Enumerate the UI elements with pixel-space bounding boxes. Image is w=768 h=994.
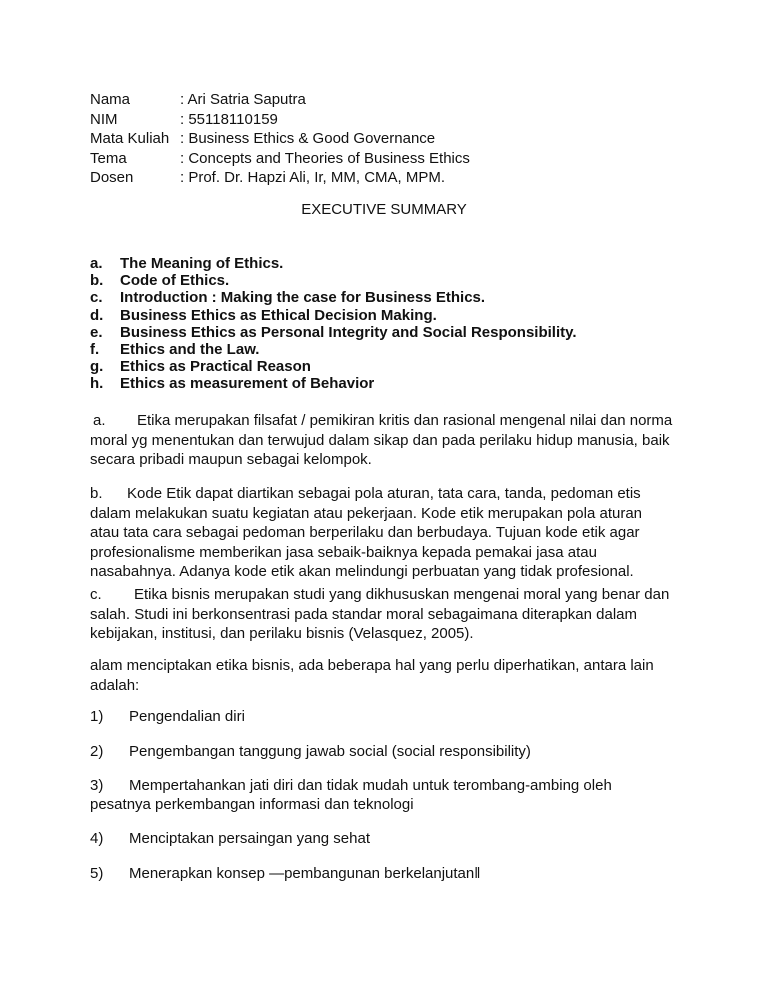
header-key: Nama (90, 91, 131, 108)
list-item-continuation (90, 795, 690, 815)
paragraph-line (90, 484, 680, 504)
paragraph-line (90, 585, 680, 605)
paragraph-line: salah. Studi ini berkonsentrasi pada standar moral sebagaimana diterapkan dalam (90, 605, 637, 623)
paragraph-line (90, 411, 680, 431)
outline-text: The Meaning of Ethics. (120, 255, 284, 272)
header-key: NIM (90, 110, 118, 128)
paragraph-text: Etika merupakan filsafat / pemikiran kritis dan rasional mengenal nilai dan norma (137, 412, 673, 429)
outline-letter: e. (90, 323, 103, 341)
list-item (90, 829, 690, 849)
list-number: 3) (90, 777, 104, 794)
paragraph-line: profesionalisme memberikan jasa sebaik-baiknya kepada pemakai jasa atau (90, 543, 597, 561)
paragraph-marker: c. (90, 586, 102, 603)
paragraph-line: atau tata cara sebagai pedoman berperilaku dan berbudaya. Tujuan kode etik agar (90, 524, 640, 541)
outline-text: Ethics and the Law. (120, 340, 260, 358)
outline-item (90, 272, 690, 289)
paragraph-line: dalam melakukan suatu kegiatan atau pekerjaan. Kode etik merupakan pola aturan (90, 504, 643, 522)
paragraph-line: alam menciptakan etika bisnis, ada beberapa hal yang perlu diperhatikan, antara lain (90, 657, 654, 674)
list-item (90, 742, 690, 762)
outline-text: Ethics as Practical Reason (120, 358, 311, 376)
header-info (90, 90, 690, 188)
outline-text: Code of Ethics. (120, 272, 230, 290)
outline-item (90, 307, 690, 324)
paragraph-c (90, 585, 680, 644)
list-text: Menerapkan konsep —pembangunan berkelanjutan‖ (129, 865, 481, 882)
header-key: Mata Kuliah (90, 130, 170, 147)
header-key: Dosen (90, 169, 134, 186)
outline-letter: f. (90, 340, 100, 358)
list-text: Menciptakan persaingan yang sehat (129, 830, 370, 847)
paragraph-line: nasabahnya. Adanya kode etik akan melindungi perbuatan yang tidak profesional. (90, 563, 634, 580)
outline-letter: d. (90, 306, 104, 324)
list-text: Pengembangan tanggung jawab social (social responsibility) (129, 743, 531, 760)
outline-text: Business Ethics as Ethical Decision Making. (120, 306, 437, 324)
list-item (90, 776, 690, 796)
list-text: Pengendalian diri (129, 708, 245, 725)
outline-item (90, 375, 690, 392)
outline-list (90, 255, 690, 393)
paragraph-marker: a. (93, 412, 106, 429)
paragraph-line: kebijakan, institusi, dan perilaku bisnis (Velasquez, 2005). (90, 625, 474, 642)
outline-letter: b. (90, 272, 104, 290)
outline-letter: a. (90, 255, 103, 272)
outline-item (90, 341, 690, 358)
paragraph-a (90, 411, 680, 470)
list-number: 5) (90, 865, 104, 882)
header-value: : Prof. Dr. Hapzi Ali, Ir, MM, CMA, MPM. (180, 169, 446, 186)
header-row-nama (90, 90, 690, 110)
paragraph-text: Kode Etik dapat diartikan sebagai pola aturan, tata cara, tanda, pedoman etis (127, 485, 641, 502)
paragraph-line: secara pribadi maupun sebagai kelompok. (90, 451, 372, 468)
paragraph-text: Etika bisnis merupakan studi yang dikhususkan mengenai moral yang benar dan (134, 586, 670, 603)
header-value: : Business Ethics & Good Governance (180, 130, 436, 147)
list-number: 1) (90, 708, 104, 725)
outline-item (90, 358, 690, 375)
list-text: pesatnya perkembangan informasi dan teknologi (90, 796, 414, 813)
paragraph-intro (90, 656, 680, 695)
header-value: : Ari Satria Saputra (180, 91, 306, 108)
outline-item (90, 255, 690, 272)
list-number: 4) (90, 830, 104, 847)
header-value: : Concepts and Theories of Business Ethics (180, 149, 470, 167)
document-title (0, 200, 768, 220)
paragraph-b (90, 484, 680, 582)
header-row-tema (90, 149, 690, 169)
header-value: : 55118110159 (180, 110, 278, 128)
outline-text: Introduction : Making the case for Business Ethics. (120, 289, 486, 307)
header-row-dosen (90, 168, 690, 188)
header-row-mata-kuliah (90, 129, 690, 149)
header-key: Tema (90, 149, 127, 167)
list-text: Mempertahankan jati diri dan tidak mudah untuk terombang-ambing oleh (129, 777, 612, 794)
list-number: 2) (90, 743, 104, 760)
outline-item (90, 289, 690, 306)
outline-item (90, 324, 690, 341)
outline-text: Ethics as measurement of Behavior (120, 375, 375, 393)
outline-letter: h. (90, 375, 104, 393)
outline-letter: g. (90, 358, 104, 376)
document-title-text: EXECUTIVE SUMMARY (301, 201, 467, 218)
list-item (90, 864, 690, 884)
paragraph-line: adalah: (90, 676, 140, 694)
outline-text: Business Ethics as Personal Integrity and Social Responsibility. (120, 323, 577, 341)
outline-letter: c. (90, 289, 103, 307)
list-item (90, 707, 690, 727)
paragraph-line: moral yg menentukan dan terwujud dalam sikap dan pada perilaku hidup manusia, baik (90, 431, 670, 449)
paragraph-marker: b. (90, 485, 103, 502)
header-row-nim (90, 110, 690, 130)
